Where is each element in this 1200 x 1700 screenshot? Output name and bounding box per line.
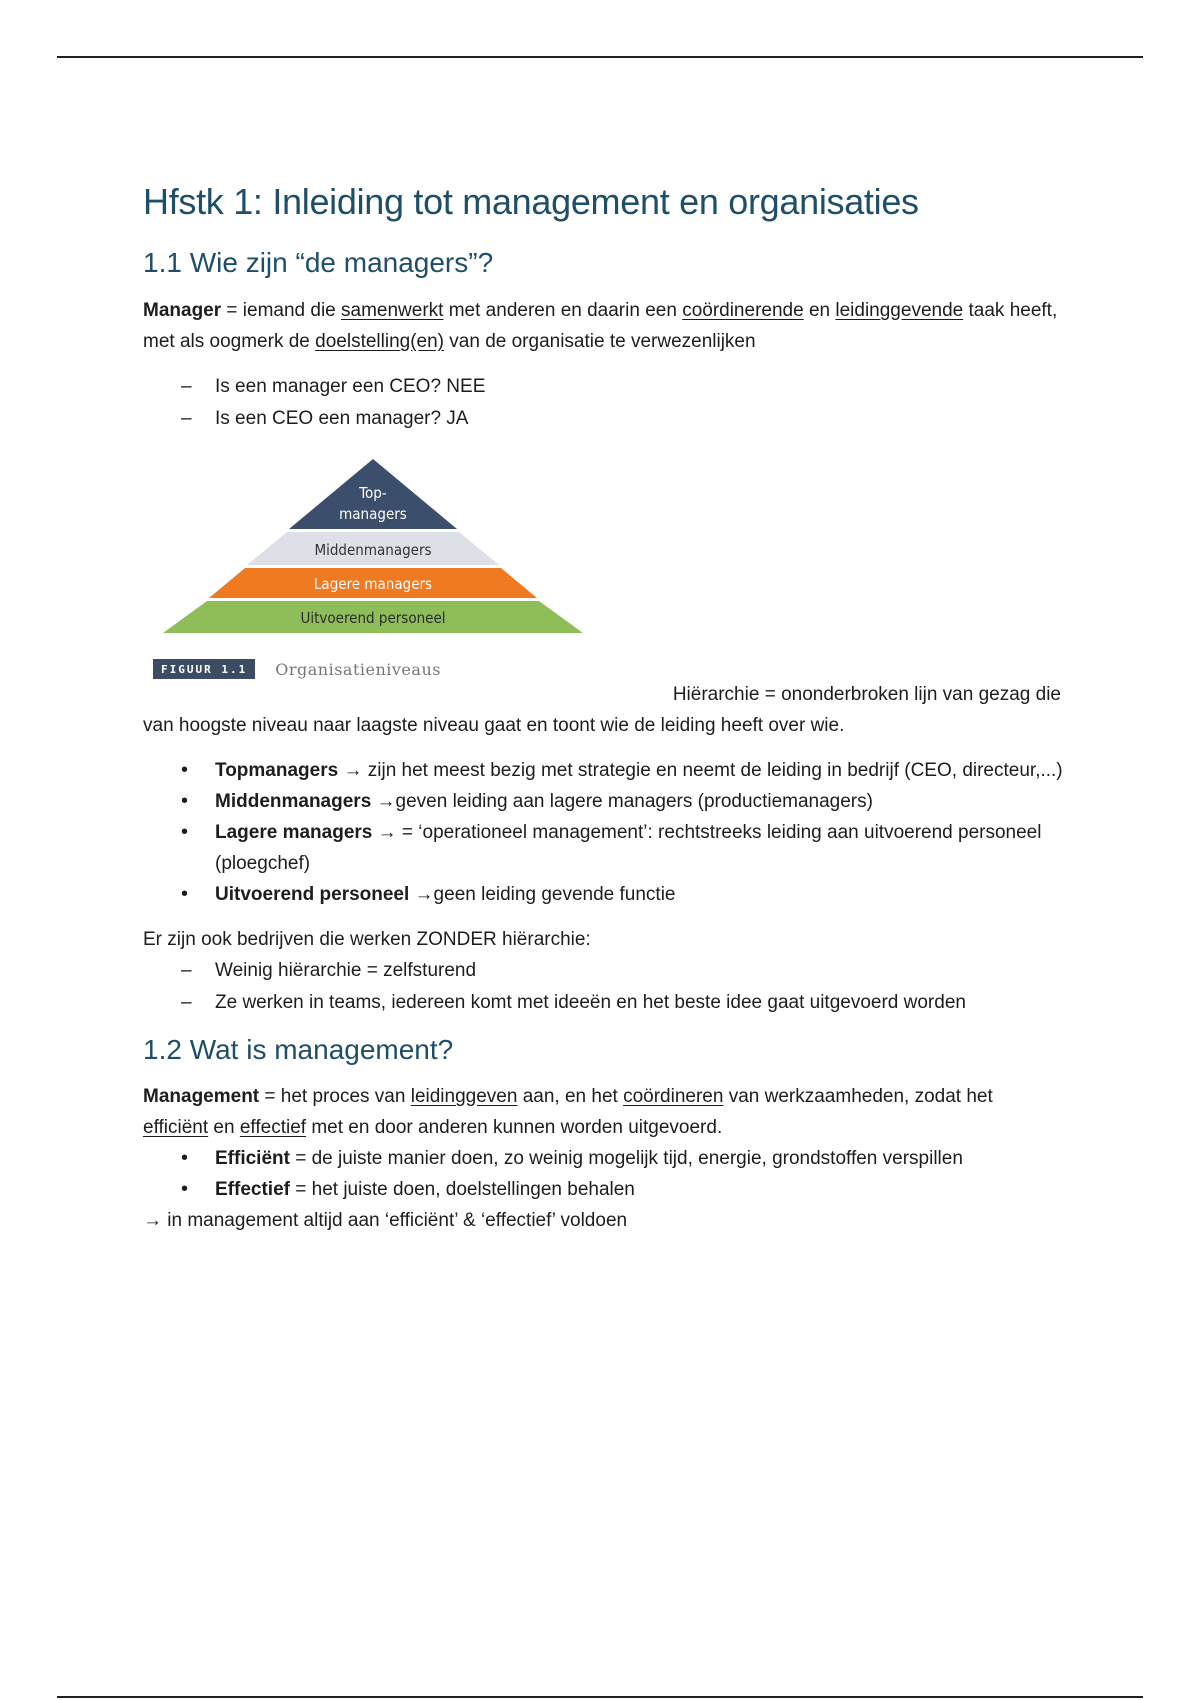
list-item: – Weinig hiërarchie = zelfsturend [181, 960, 477, 981]
pyramid-diagram [143, 453, 603, 653]
list-item: • Effectief = het juiste doen, doelstellingen behalen [181, 1178, 635, 1200]
label-top-1: Top- [359, 484, 387, 502]
figure-caption [153, 659, 441, 679]
question-list [143, 371, 1063, 435]
conclusion: → in management altijd aan ‘efficiënt’ & ‘effectief’ voldoen [143, 1210, 628, 1231]
list-item: – Is een manager een CEO? NEE [181, 376, 486, 397]
term-management: Management [143, 1086, 260, 1107]
hierarchy-definition: Hiërarchie = ononderbroken lijn van gezag die van hoogste niveau naar laagste niveau gaat en toont wie de leiding heeft over wie. [143, 684, 1061, 736]
list-item: • Uitvoerend personeel →geen leiding gevende functie [181, 883, 676, 905]
document-body [143, 180, 1063, 1236]
term-manager: Manager [143, 300, 222, 321]
page-title: Hfstk 1: Inleiding tot management en organisaties [143, 181, 919, 222]
list-item: – Is een CEO een manager? JA [181, 408, 469, 429]
management-definition: Management = het proces van leidinggeven aan, en het coördineren van werkzaamheden, zodat het efficiënt en effectief met en door anderen kunnen worden uitgevoerd. [143, 1086, 993, 1138]
header-rule [57, 56, 1143, 58]
label-base: Uitvoerend personeel [300, 609, 446, 627]
no-hierarchy-intro: Er zijn ook bedrijven die werken ZONDER hiërarchie: [143, 929, 591, 950]
label-lower: Lagere managers [313, 575, 433, 593]
list-item: • Lagere managers → = ‘operationeel management’: rechtstreeks leiding aan uitvoerend personeel (ploegchef) [181, 821, 1042, 874]
organisation-levels-figure [143, 453, 603, 683]
manager-definition: Manager = iemand die samenwerkt met anderen en daarin een coördinerende en leidinggevende taak heeft, met als oogmerk de doelstelling(en) van de organisatie te verwezenlijken [143, 300, 1058, 352]
list-item: – Ze werken in teams, iedereen komt met ideeën en het beste idee gaat uitgevoerd worden [181, 992, 966, 1013]
management-levels-list [143, 755, 1063, 910]
footer-rule [57, 1696, 1143, 1698]
list-item: • Middenmanagers →geven leiding aan lagere managers (productiemanagers) [181, 790, 873, 812]
efficiency-list [143, 1143, 1063, 1205]
label-middle: Middenmanagers [314, 541, 432, 559]
figure-badge: FIGUUR 1.1 [153, 659, 255, 679]
section-heading-1-1: 1.1 Wie zijn “de managers”? [143, 247, 494, 278]
label-top-2: managers [339, 505, 407, 523]
figure-title: Organisatieniveaus [275, 659, 441, 679]
section-heading-1-2: 1.2 Wat is management? [143, 1034, 454, 1065]
list-item: • Topmanagers → zijn het meest bezig met strategie en neemt de leiding in bedrijf (CEO, directeur,...) [181, 759, 1063, 781]
list-item: • Efficiënt = de juiste manier doen, zo weinig mogelijk tijd, energie, grondstoffen verspillen [181, 1147, 963, 1169]
no-hierarchy-list [143, 955, 1063, 1019]
